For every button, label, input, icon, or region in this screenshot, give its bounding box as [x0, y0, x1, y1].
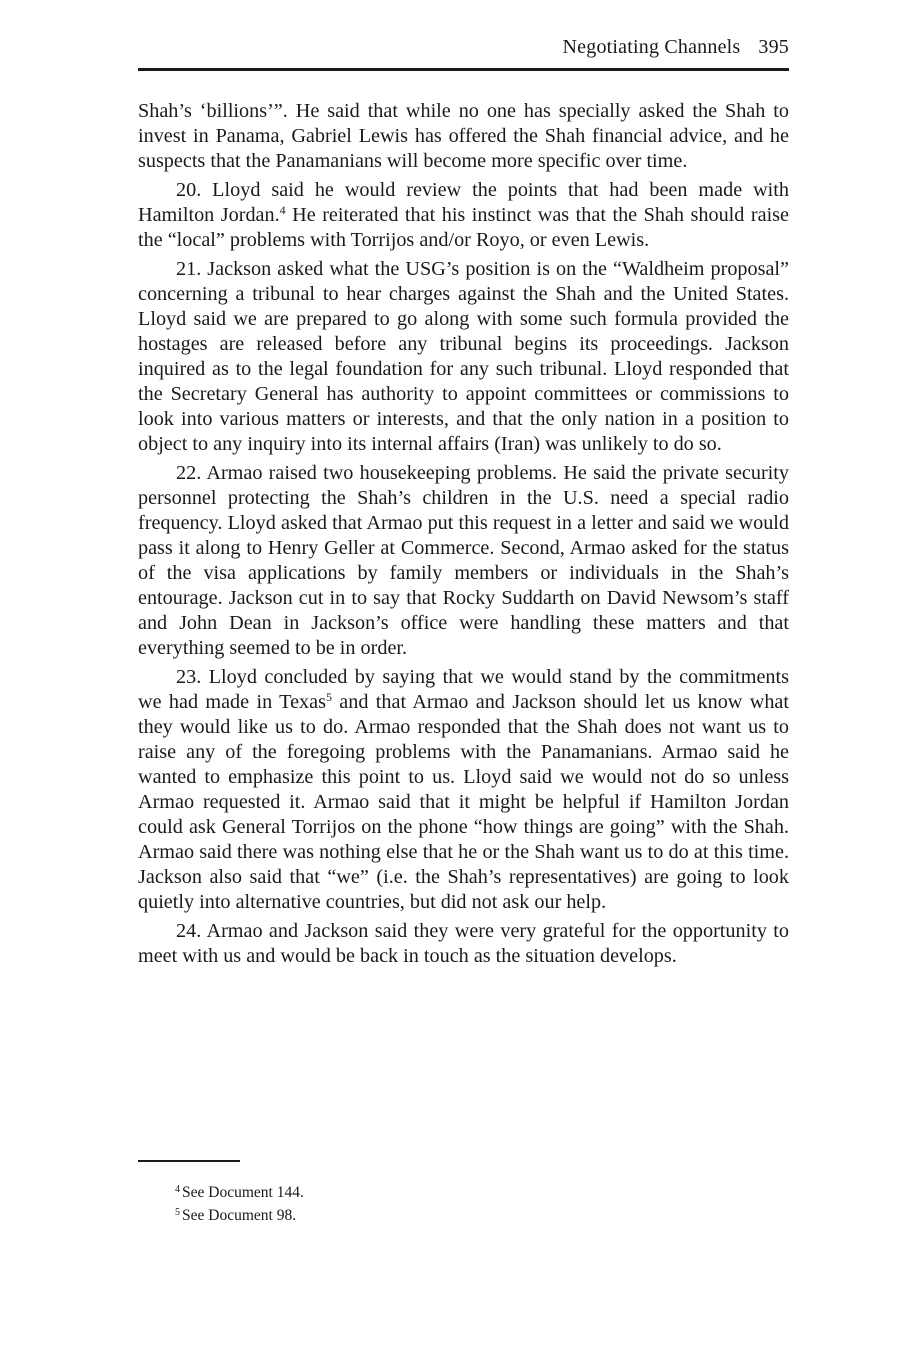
- footnote-text: See Document 144.: [182, 1184, 304, 1201]
- footnote-ref-4[interactable]: 4: [279, 203, 286, 217]
- paragraph-24: 24. Armao and Jackson said they were very grateful for the opportunity to meet with us and would be back in touch as the situation develops.: [138, 920, 789, 967]
- footnote-mark: 4: [175, 1184, 180, 1195]
- running-head: [563, 36, 789, 59]
- paragraph-20: 20. Lloyd said he would review the points that had been made with Hamilton Jordan.$^4$ He reiterated that his instinct was that the Shah should raise the “local” problems with Torrijos and/or Royo, or even Lewis.: [138, 179, 789, 251]
- paragraph-21: 21. Jackson asked what the USG’s position is on the “Waldheim proposal” concerning a tribunal to hear charges against the Shah and the United States. Lloyd said we are prepared to go along with some such formula provided the hostages are released before any tribunal begins its proceedings. Jackson inquired as to the legal foundation for any such tribunal. Lloyd responded that the Secretary General has authority to appoint committees or commissions to look into various matters or interests, and that the only nation in a position to object to any inquiry into its internal affairs (Iran) was unlikely to do so.: [138, 258, 789, 455]
- page-number: 395: [758, 36, 789, 58]
- footnote-text: See Document 98.: [182, 1207, 297, 1224]
- footnote-ref-5[interactable]: 5: [325, 690, 332, 704]
- footnotes: [175, 1181, 304, 1227]
- footnote-4: [175, 1181, 304, 1204]
- paragraph-23: 23. Lloyd concluded by saying that we would stand by the commitments we had made in Texas$^5$ and that Armao and Jackson should let us know what they would like us to do. Armao responded that the Shah does not want us to raise any of the foregoing problems with the Panamanians. Armao said he wanted to emphasize this point to us. Lloyd said we would not do so unless Armao requested it. Armao said that it might be helpful if Hamilton Jordan could ask General Torrijos on the phone “how things are going” with the Shah. Armao said there was nothing else that he or the Shah want us to do at this time. Jackson also said that “we” (i.e. the Shah’s representatives) are going to look quietly into alternative countries, but did not ask our help.: [138, 666, 789, 913]
- paragraph-continuation: Shah’s ‘billions’”. He said that while no one has specially asked the Shah to invest in Panama, Gabriel Lewis has offered the Shah financial advice, and he suspects that the Panamanians will become more specific over time.: [138, 100, 789, 172]
- body-text: [138, 99, 789, 973]
- footnote-mark: 5: [175, 1207, 180, 1218]
- footnote-rule: [138, 1160, 240, 1162]
- header-rule: [138, 68, 789, 71]
- footnote-5: [175, 1204, 304, 1227]
- running-head-title: Negotiating Channels: [562, 36, 741, 58]
- paragraph-22: 22. Armao raised two housekeeping problems. He said the private security personnel protecting the Shah’s children in the U.S. need a special radio frequency. Lloyd asked that Armao put this request in a letter and said we would pass it along to Henry Geller at Commerce. Second, Armao asked for the status of the visa applications by family members or individuals in the Shah’s entourage. Jackson cut in to say that Rocky Suddarth on David Newsom’s staff and John Dean in Jackson’s office were handling these matters and that everything seemed to be in order.: [138, 462, 789, 659]
